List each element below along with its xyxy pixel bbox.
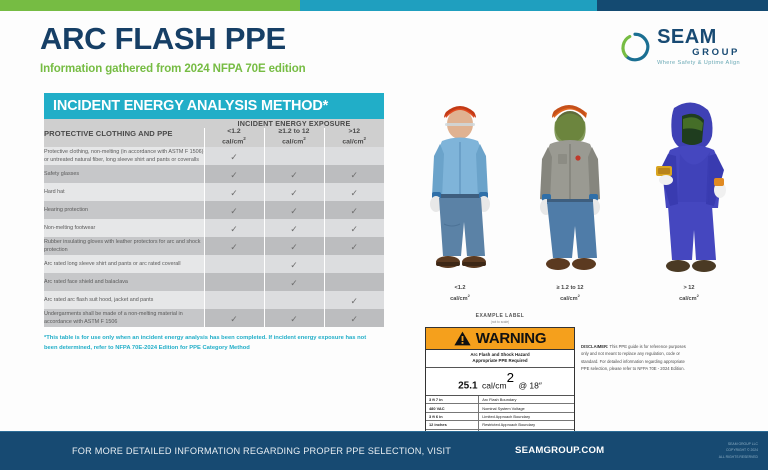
check-cell-marked [204, 183, 264, 201]
incident-energy-distance: @ 18″ [518, 380, 542, 391]
logo-wordmark [657, 27, 740, 66]
check-cell-empty [204, 255, 264, 273]
header-col-1-2-to-12 [264, 128, 324, 147]
check-cell-marked [204, 219, 264, 237]
worker-1-caption-sup: 2 [467, 292, 470, 298]
check-cell-marked [324, 309, 384, 327]
worker-category-1 [412, 94, 508, 303]
warning-banner [426, 328, 574, 350]
warning-label-card [425, 327, 575, 443]
header-incident-energy-exposure: INCIDENT ENERGY EXPOSURE [204, 119, 384, 128]
check-icon: ✓ [350, 296, 359, 307]
header [0, 11, 768, 89]
check-icon: ✓ [350, 242, 359, 253]
worker-2-caption-value: ≥ 1.2 to 12 [556, 285, 584, 292]
check-cell-marked [324, 201, 384, 219]
warning-label-row [426, 396, 574, 404]
worker-2-caption-sup: 2 [577, 292, 580, 298]
check-icon: ✓ [230, 224, 238, 235]
hazard-line-1: Arc Flash and Shock Hazard [470, 352, 530, 357]
ppe-table-block [44, 93, 384, 354]
check-cell-marked [204, 201, 264, 219]
check-cell-marked [264, 219, 324, 237]
check-icon: ✓ [350, 224, 359, 235]
header-col-lt-1-2-unit: cal/cm [222, 138, 244, 146]
worker-2-caption [520, 284, 620, 303]
ppe-item-description: Undergarments shall be made of a non-melting material in accordance with ASTM F 1506 [44, 309, 204, 327]
table-row [44, 237, 384, 255]
logo-tagline: Where Safety & Uptime Align [657, 59, 740, 66]
check-cell-marked [324, 165, 384, 183]
ppe-item-description: Rubber insulating gloves with leather protectors for arc and shock protection [44, 237, 204, 255]
check-icon: ✓ [290, 170, 298, 181]
table-head [44, 119, 384, 147]
table-row [44, 255, 384, 273]
worker-1-caption-unit: cal/cm [450, 295, 468, 302]
worker-3-caption-sup: 2 [696, 292, 699, 298]
check-icon: ✓ [230, 188, 238, 199]
table-row [44, 291, 384, 309]
color-segment-navy [597, 0, 768, 11]
color-segment-green [0, 0, 300, 11]
check-cell-marked [204, 165, 264, 183]
table-row [44, 273, 384, 291]
ppe-table [44, 119, 384, 327]
worker-3-caption [638, 284, 740, 303]
check-icon: ✓ [350, 188, 359, 199]
incident-energy-unit: cal/cm [482, 380, 507, 391]
copyright-line-1: SEAM GROUP LLC [727, 442, 758, 447]
check-icon: ✓ [290, 260, 298, 271]
table-row [44, 201, 384, 219]
warning-label-row-desc: Limited Approach Boundary [482, 414, 531, 420]
check-icon: ✓ [230, 170, 238, 181]
table-body [44, 147, 384, 327]
logo-name: SEAM [657, 26, 717, 48]
check-cell-marked [324, 291, 384, 309]
header-col-gt-12-unit: cal/cm [342, 138, 364, 146]
copyright-line-2: COPYRIGHT © 2024 [725, 448, 758, 453]
example-label-subtitle: (not to scale) [490, 320, 510, 324]
check-cell-empty [264, 291, 324, 309]
ppe-item-description: Safety glasses [44, 165, 204, 183]
footer-divider [0, 431, 768, 432]
check-icon: ✓ [290, 224, 298, 235]
incident-energy-sup: 2 [506, 369, 514, 385]
table-row [44, 183, 384, 201]
ppe-item-description: Arc rated long sleeve shirt and pants or arc rated coverall [44, 255, 204, 273]
page-subtitle: Information gathered from 2024 NFPA 70E edition [40, 62, 306, 75]
incident-energy-readout [426, 368, 574, 396]
header-col-lt-1-2 [204, 128, 264, 147]
example-label-block [425, 313, 575, 443]
ppe-item-description: Non-melting footwear [44, 219, 204, 237]
footer-message: FOR MORE DETAILED INFORMATION REGARDING PROPER PPE SELECTION, VISIT [72, 445, 452, 456]
ppe-item-description: Hearing protection [44, 201, 204, 219]
check-icon: ✓ [290, 206, 298, 217]
ppe-item-description: Protective clothing, non-melting (in accordance with ASTM F 1506) or untreated natural fiber, long sleeve shirt and pants or coveralls [44, 149, 204, 164]
check-cell-marked [264, 183, 324, 201]
check-icon: ✓ [230, 242, 238, 253]
check-cell-marked [324, 219, 384, 237]
check-cell-marked [264, 273, 324, 291]
footer-copyright [719, 441, 758, 460]
color-segment-teal [300, 0, 597, 11]
ppe-item-description: Arc rated arc flash suit hood, jacket and pants [44, 291, 204, 309]
ppe-item-description: Arc rated face shield and balaclava [44, 273, 204, 291]
worker-illustrations [400, 88, 740, 303]
warning-label-row-value: 3 ft 7 in [426, 396, 479, 403]
top-color-bar [0, 0, 768, 11]
copyright-line-3: ALL RIGHTS RESERVED [718, 454, 758, 459]
check-cell-empty [264, 147, 324, 165]
check-cell-empty [324, 273, 384, 291]
worker-1-caption [412, 284, 508, 303]
table-row [44, 219, 384, 237]
footer-bar [0, 431, 768, 470]
check-cell-marked [264, 237, 324, 255]
check-cell-marked [324, 183, 384, 201]
header-col-lt-1-2-sup: 2 [243, 136, 246, 142]
warning-label-row-value: 12 inches [426, 421, 479, 428]
header-col-gt-12 [324, 128, 384, 147]
check-cell-marked [204, 147, 264, 165]
check-cell-marked [264, 255, 324, 273]
warning-triangle-icon [454, 331, 471, 346]
check-icon: ✓ [290, 188, 298, 199]
logo-group-word: GROUP [692, 47, 740, 58]
table-row [44, 165, 384, 183]
worker-1-figure [412, 94, 508, 279]
check-icon: ✓ [290, 314, 298, 325]
warning-label-row [426, 404, 574, 412]
check-cell-marked [264, 165, 324, 183]
check-cell-empty [324, 147, 384, 165]
check-cell-marked [324, 237, 384, 255]
table-row [44, 147, 384, 165]
header-col-1-2-to-12-unit: cal/cm [282, 138, 304, 146]
header-col-1-2-to-12-value: ≥1.2 to 12 [278, 128, 310, 135]
example-label-title: EXAMPLE LABEL [475, 313, 525, 319]
check-cell-marked [264, 201, 324, 219]
worker-2-caption-unit: cal/cm [560, 295, 578, 302]
disclaimer-text: This PPE guide is for reference purposes only and not meant to replace any regulation, code or standard. For detailed information regarding appropriate PPE selection, please refer to NFPA 70E - 2024 Edition. [581, 344, 686, 372]
warning-label-row-value: 480 VAC [426, 404, 479, 411]
incident-energy-value: 25.1 [458, 380, 478, 392]
check-cell-empty [204, 273, 264, 291]
header-col-lt-1-2-value: <1.2 [227, 128, 241, 135]
logo-circle-icon [620, 32, 650, 62]
table-footnote: *This table is for use only when an incident energy analysis has been completed. If incident energy exposure has not been determined, refer to NFPA 70E-2024 Edition for PPE Category Method [44, 335, 367, 352]
worker-2-figure [520, 94, 620, 279]
warning-hazard-text [426, 350, 574, 368]
header-col-gt-12-sup: 2 [363, 136, 367, 142]
header-protective-clothing: PROTECTIVE CLOTHING AND PPE [44, 119, 204, 147]
check-icon: ✓ [230, 152, 238, 163]
check-cell-marked [204, 309, 264, 327]
check-icon: ✓ [350, 314, 359, 325]
check-cell-empty [204, 291, 264, 309]
table-row [44, 309, 384, 327]
worker-3-caption-unit: cal/cm [679, 295, 697, 302]
worker-3-figure [638, 94, 740, 279]
check-icon: ✓ [230, 314, 238, 325]
header-col-gt-12-value: >12 [348, 128, 361, 135]
table-title: INCIDENT ENERGY ANALYSIS METHOD* [44, 93, 384, 119]
footer-website-link[interactable]: SEAMGROUP.COM [515, 445, 605, 456]
header-col-1-2-to-12-sup: 2 [303, 136, 306, 142]
check-cell-marked [264, 309, 324, 327]
seam-group-logo [620, 27, 740, 66]
worker-3-caption-value: > 12 [683, 285, 695, 292]
worker-1-caption-value: <1.2 [454, 285, 466, 292]
warning-label-row-desc: Nominal System Voltage [482, 405, 525, 411]
warning-label-row-desc: Arc Flash Boundary [482, 397, 517, 403]
check-icon: ✓ [350, 206, 359, 217]
worker-category-3 [638, 94, 740, 303]
worker-category-2 [520, 94, 620, 303]
check-cell-empty [324, 255, 384, 273]
warning-label-row-value: 3 ft 6 in [426, 413, 479, 420]
check-cell-marked [204, 237, 264, 255]
page-title: ARC FLASH PPE [40, 21, 286, 56]
warning-label-row [426, 421, 574, 429]
hazard-line-2: Appropriate PPE Required [472, 358, 528, 364]
warning-label-row [426, 413, 574, 421]
check-icon: ✓ [350, 170, 359, 181]
disclaimer-label: DISCLAIMER: [581, 344, 609, 349]
check-icon: ✓ [290, 278, 298, 289]
warning-label-row-desc: Restricted Approach Boundary [482, 422, 536, 428]
warning-word: WARNING [475, 330, 547, 347]
table-head-row-group [44, 119, 384, 128]
ppe-item-description: Hard hat [44, 183, 204, 201]
check-icon: ✓ [230, 206, 238, 217]
disclaimer [581, 343, 693, 372]
check-icon: ✓ [290, 242, 298, 253]
